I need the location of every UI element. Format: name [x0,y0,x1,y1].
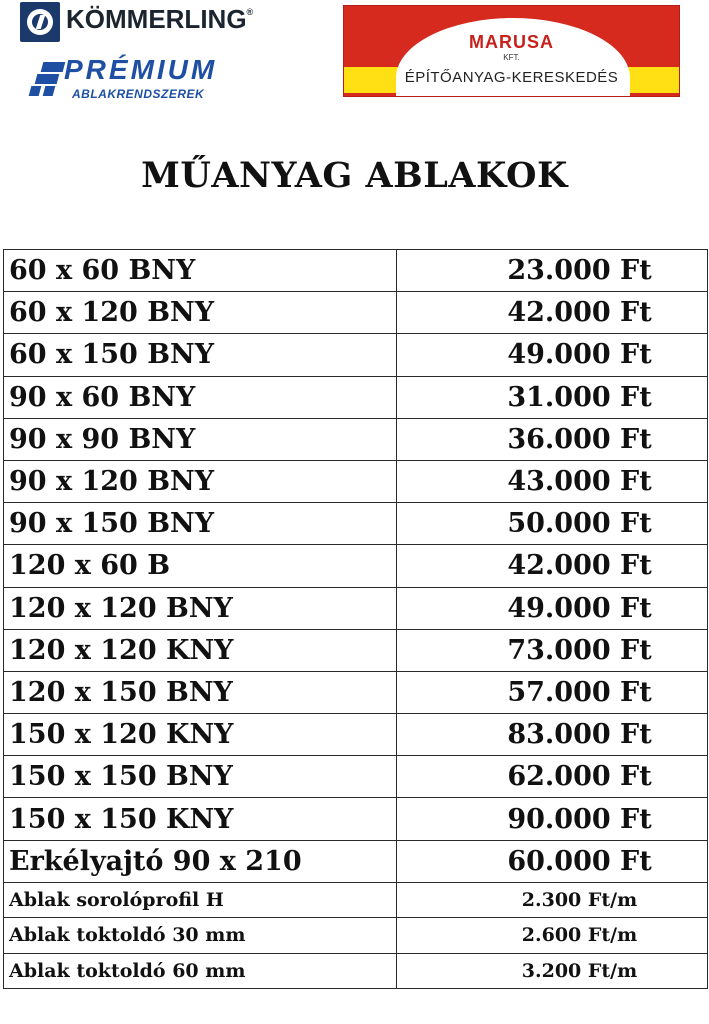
price-cell: 73.000 Ft [397,629,708,671]
table-row [4,250,708,292]
accessory-row [4,918,708,953]
item-cell: Ablak toktoldó 30 mm [4,918,397,953]
premium-subtitle: ABLAKRENDSZEREK [72,87,205,101]
item-cell: Erkélyajtó 90 x 210 [4,840,397,882]
table-row [4,460,708,502]
table-row [4,714,708,756]
item-cell: 150 x 120 KNY [4,714,397,756]
table-row [4,798,708,840]
item-cell: 120 x 120 KNY [4,629,397,671]
price-cell: 90.000 Ft [397,798,708,840]
price-cell: 42.000 Ft [397,545,708,587]
item-cell: 90 x 60 BNY [4,376,397,418]
page-title: MŰANYAG ABLAKOK [141,155,568,196]
marusa-logo [343,5,680,97]
item-cell: 90 x 150 BNY [4,503,397,545]
price-cell: 50.000 Ft [397,503,708,545]
price-table [3,249,708,989]
table-row [4,756,708,798]
table-row [4,671,708,713]
kommerling-emblem-icon [20,2,60,42]
item-cell: 90 x 90 BNY [4,418,397,460]
price-cell: 42.000 Ft [397,292,708,334]
item-cell: 120 x 60 B [4,545,397,587]
price-cell: 2.300 Ft/m [397,882,708,917]
item-cell: 150 x 150 KNY [4,798,397,840]
price-table-body [4,250,708,989]
item-cell: 120 x 150 BNY [4,671,397,713]
table-row [4,587,708,629]
premium-logo [28,54,248,104]
item-cell: Ablak toktoldó 60 mm [4,953,397,988]
price-cell: 31.000 Ft [397,376,708,418]
item-cell: 60 x 150 BNY [4,334,397,376]
table-row [4,840,708,882]
price-cell: 3.200 Ft/m [397,953,708,988]
table-row [4,503,708,545]
kommerling-logo [20,2,260,46]
table-row [4,292,708,334]
price-cell: 36.000 Ft [397,418,708,460]
price-cell: 49.000 Ft [397,334,708,376]
kommerling-registered-mark: ® [246,7,254,17]
price-cell: 60.000 Ft [397,840,708,882]
table-row [4,418,708,460]
premium-emblem-icon [28,62,68,100]
price-cell: 23.000 Ft [397,250,708,292]
marusa-tagline: ÉPÍTŐANYAG-KERESKEDÉS [404,69,619,86]
kommerling-name: KÖMMERLING [66,4,247,34]
item-cell: 150 x 150 BNY [4,756,397,798]
table-row [4,334,708,376]
item-cell: Ablak sorolóprofil H [4,882,397,917]
accessory-row [4,953,708,988]
table-row [4,545,708,587]
item-cell: 90 x 120 BNY [4,460,397,502]
table-row [4,629,708,671]
marusa-name: MARUSA [469,32,554,52]
item-cell: 60 x 60 BNY [4,250,397,292]
item-cell: 120 x 120 BNY [4,587,397,629]
marusa-kft: KFT. [503,53,520,62]
price-cell: 83.000 Ft [397,714,708,756]
price-cell: 62.000 Ft [397,756,708,798]
price-cell: 43.000 Ft [397,460,708,502]
price-cell: 49.000 Ft [397,587,708,629]
price-cell: 2.600 Ft/m [397,918,708,953]
table-row [4,376,708,418]
premium-title: PRÉMIUM [64,54,218,85]
accessory-row [4,882,708,917]
item-cell: 60 x 120 BNY [4,292,397,334]
price-cell: 57.000 Ft [397,671,708,713]
